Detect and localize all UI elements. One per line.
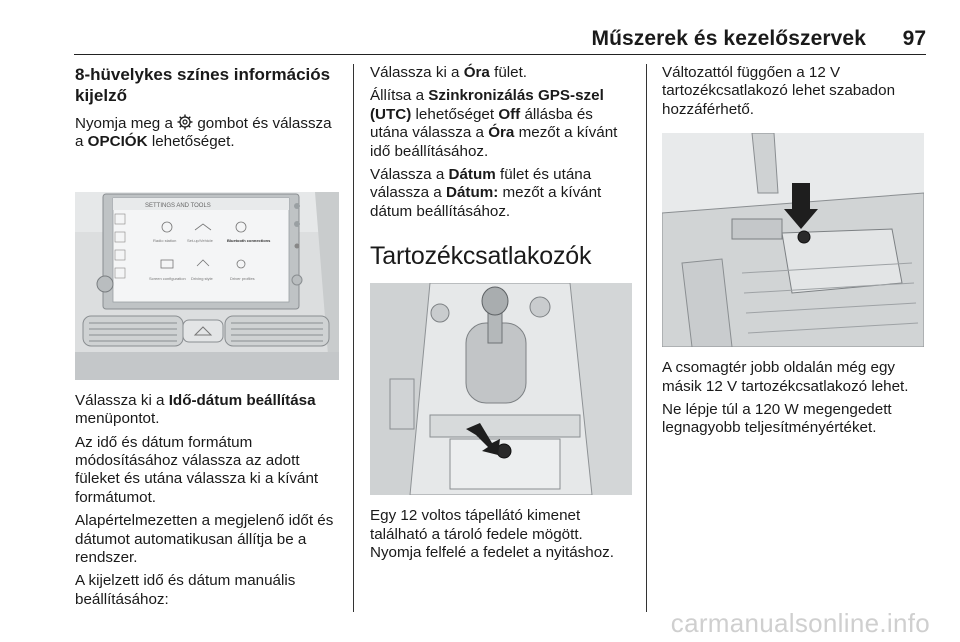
bold-term: Dátum: [448, 166, 496, 184]
bold-term: Off: [498, 105, 521, 123]
text: lehetőséget: [411, 105, 499, 123]
column-2: [370, 64, 634, 567]
paragraph: [370, 87, 634, 161]
console-socket-figure: [370, 283, 632, 495]
page-header: [74, 24, 926, 55]
bold-term: Óra: [488, 124, 515, 142]
text: lehetőséget.: [147, 133, 235, 151]
screen-item: Screen configuration: [149, 275, 186, 281]
text: Állítsa a: [370, 87, 429, 105]
text: Válassza ki a: [75, 391, 169, 409]
column-3: [662, 64, 924, 443]
text: állásba és utána válassza a: [370, 105, 593, 142]
page-number: 97: [902, 27, 926, 50]
text: gombot és válassza a: [75, 115, 332, 151]
paragraph: A kijelzett idő és dátum manuális beállításához:: [75, 572, 296, 608]
paragraph: Ne lépje túl a 120 W megengedett legnagyobb teljesítményértéket.: [662, 401, 892, 437]
text: mezőt a kívánt idő beállításához.: [370, 124, 618, 160]
text: Nyomja meg a: [75, 115, 178, 132]
paragraph: [370, 64, 634, 82]
screen-item: Bluetooth connections: [227, 237, 271, 243]
column-divider: [353, 64, 354, 612]
text: Válassza a: [370, 166, 449, 184]
screen-item: Set-up/Vehicle: [187, 237, 213, 243]
screen-item: Radio station: [153, 237, 177, 243]
watermark: carmanualsonline.info: [670, 608, 930, 638]
bold-term: OPCIÓK: [87, 133, 148, 151]
paragraph: [370, 166, 634, 221]
text: Válassza ki a: [370, 64, 464, 81]
text: mezőt a kívánt dátum beállításához.: [370, 184, 602, 220]
bold-term: Szinkronizálás GPS-szel (UTC): [370, 87, 604, 123]
section-heading: 8-hüvelykes színes információs kijelző: [75, 65, 331, 105]
paragraph: Egy 12 voltos tápellátó kimenet található a tároló fedele mögött. Nyomja felfelé a fedelet a nyitáshoz.: [370, 507, 614, 562]
paragraph: [75, 114, 343, 152]
column-1: [75, 64, 343, 614]
cargo-socket-figure: [662, 133, 924, 347]
paragraph: [75, 392, 343, 429]
paragraph: A csomagtér jobb oldalán még egy másik 12 V tartozékcsatlakozó lehet.: [662, 359, 909, 395]
screen-item: Driving style: [191, 275, 213, 281]
infotainment-screen-figure: [75, 192, 339, 380]
screen-item: Driver profiles: [230, 275, 255, 281]
text: fület és utána válassza a: [370, 166, 592, 202]
paragraph: Az idő és dátum formátum módosításához válassza az adott füleket és utána válassza ki a kívánt formátumot.: [75, 433, 319, 506]
bold-term: Dátum:: [445, 184, 499, 202]
section-heading: Tartozékcsatlakozók: [370, 242, 592, 271]
bold-term: Óra: [463, 64, 490, 81]
text: fület.: [489, 64, 528, 81]
screen-title: SETTINGS AND TOOLS: [145, 202, 211, 209]
chapter-title: Műszerek és kezelőszervek: [591, 27, 866, 50]
column-divider: [646, 64, 647, 612]
text: menüpontot.: [75, 410, 160, 428]
paragraph: Változattól függően a 12 V tartozékcsatlakozó lehet szabadon hozzáférhető.: [662, 64, 896, 118]
gear-icon: [177, 114, 193, 130]
bold-term: Idő-dátum beállítása: [168, 391, 316, 409]
paragraph: Alapértelmezetten a megjelenő időt és dátumot automatikusan állítja be a rendszer.: [75, 512, 334, 567]
